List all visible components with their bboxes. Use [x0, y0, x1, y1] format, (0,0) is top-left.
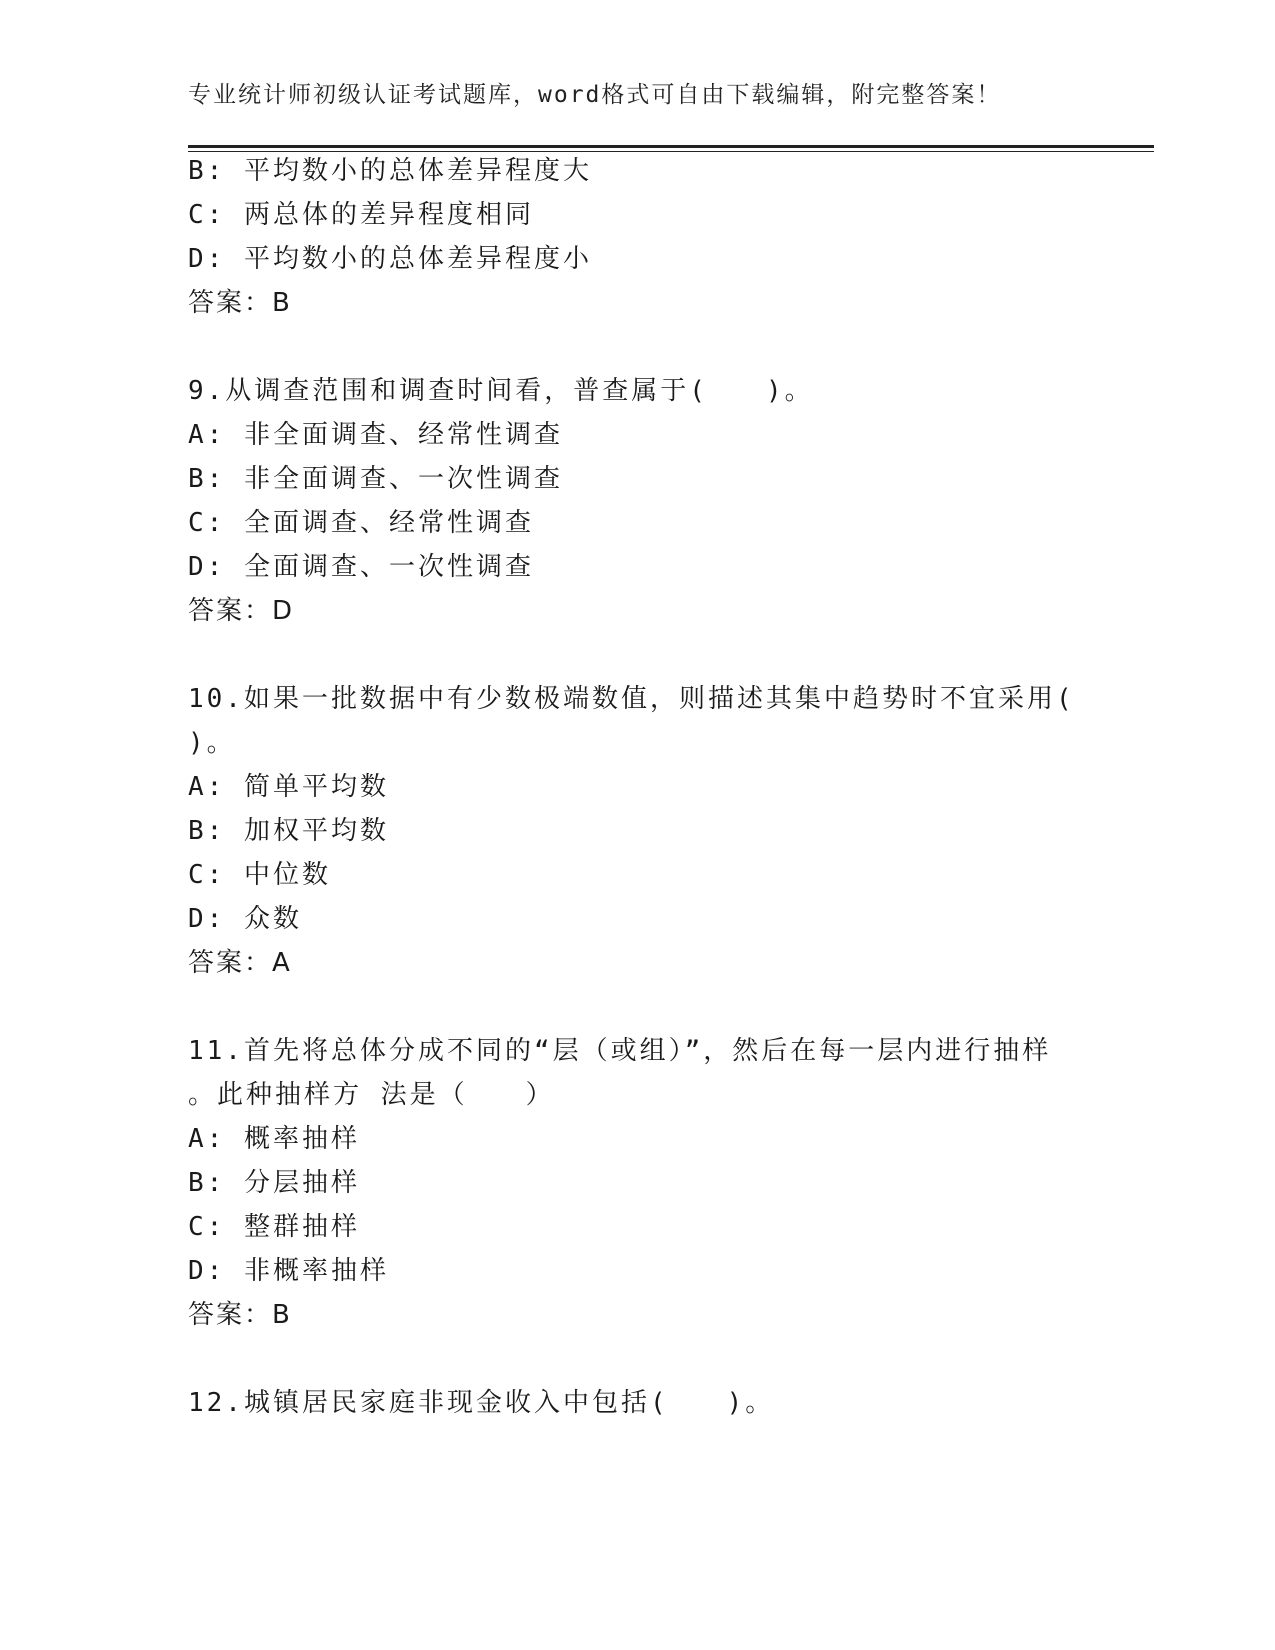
- q12-question: 12.城镇居民家庭非现金收入中包括( )。: [188, 1388, 775, 1418]
- q10-question-line2: )。: [188, 728, 236, 758]
- header-rule-thin: [188, 151, 1154, 152]
- document-header: 专业统计师初级认证考试题库，word格式可自由下载编辑，附完整答案！: [188, 82, 1002, 108]
- q8-option-b: B: 平均数小的总体差异程度大: [188, 156, 592, 186]
- q9-option-b: B: 非全面调查、一次性调查: [188, 464, 563, 494]
- q11-answer: 答案：B: [188, 1300, 292, 1330]
- q9-answer: 答案：D: [188, 596, 295, 626]
- q10-option-a: A: 简单平均数: [188, 772, 389, 802]
- q9-question: 9.从调查范围和调查时间看，普查属于( )。: [188, 376, 814, 406]
- q11-question-line1: 11.首先将总体分成不同的“层（或组）”，然后在每一层内进行抽样: [188, 1036, 1052, 1066]
- q11-option-b: B: 分层抽样: [188, 1168, 360, 1198]
- q10-option-d: D: 众数: [188, 904, 302, 934]
- q11-option-d: D: 非概率抽样: [188, 1256, 389, 1286]
- q10-question-line1: 10.如果一批数据中有少数极端数值，则描述其集中趋势时不宜采用(: [188, 684, 1075, 714]
- header-rule-thick: [188, 145, 1154, 148]
- q8-option-c: C: 两总体的差异程度相同: [188, 200, 534, 230]
- q10-option-c: C: 中位数: [188, 860, 331, 890]
- q10-option-b: B: 加权平均数: [188, 816, 389, 846]
- q8-option-d: D: 平均数小的总体差异程度小: [188, 244, 592, 274]
- q11-option-c: C: 整群抽样: [188, 1212, 360, 1242]
- q9-option-d: D: 全面调查、一次性调查: [188, 552, 534, 582]
- q11-option-a: A: 概率抽样: [188, 1124, 360, 1154]
- q8-answer: 答案：B: [188, 288, 292, 318]
- q10-answer: 答案：A: [188, 948, 292, 978]
- q9-option-c: C: 全面调查、经常性调查: [188, 508, 534, 538]
- q9-option-a: A: 非全面调查、经常性调查: [188, 420, 563, 450]
- q11-question-line2: 。此种抽样方 法是（ ）: [188, 1080, 555, 1110]
